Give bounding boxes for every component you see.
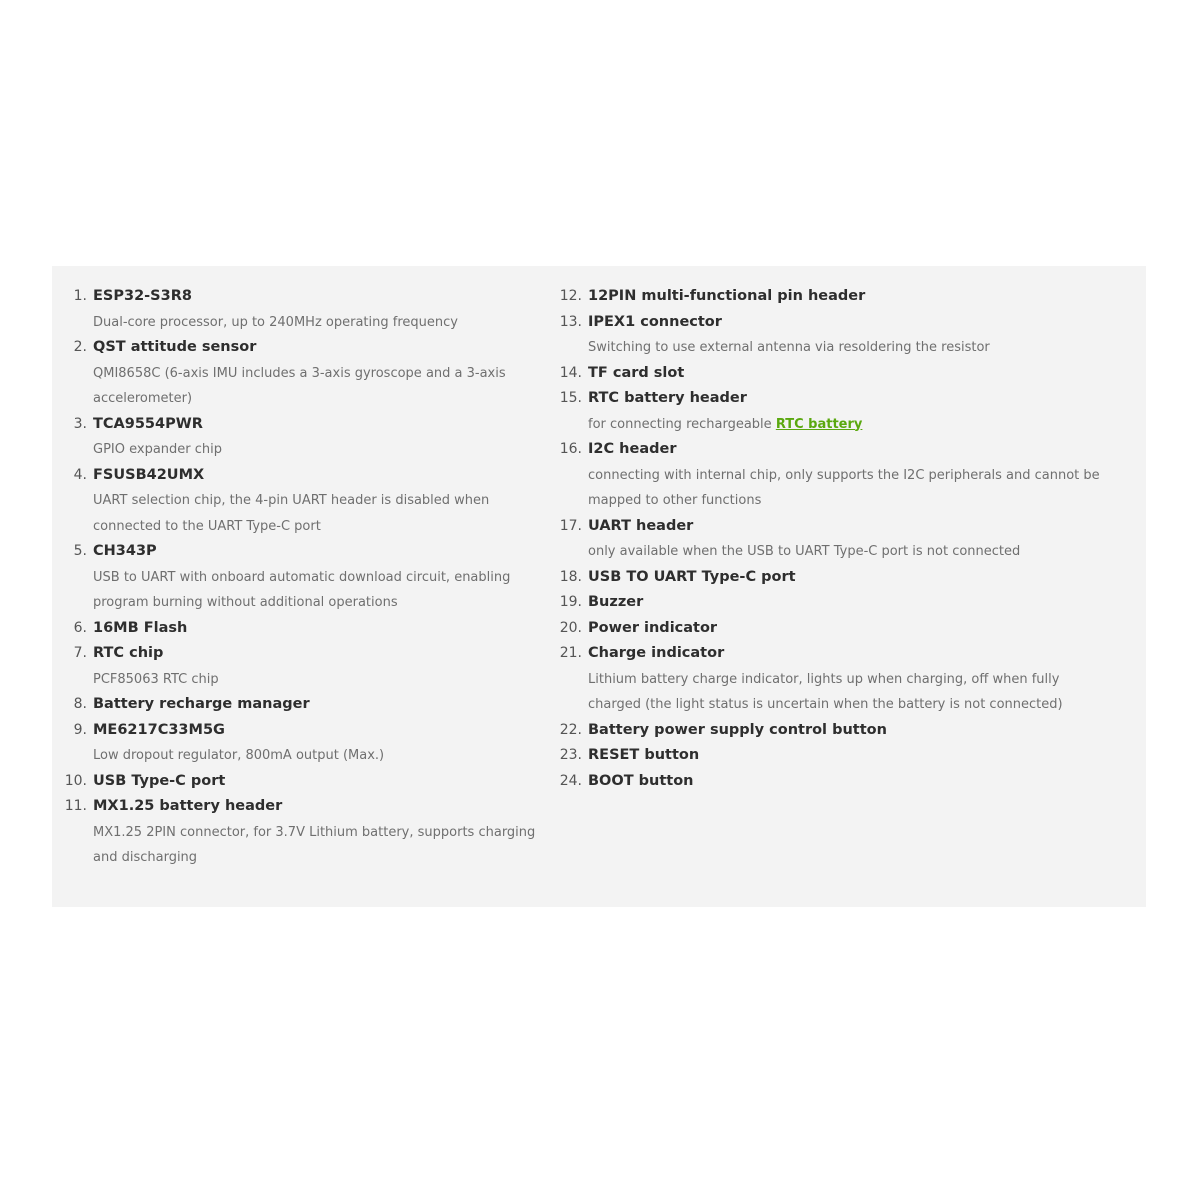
- item-title: ESP32-S3R8: [93, 288, 192, 304]
- list-item: [547, 565, 1107, 591]
- item-title: TCA9554PWR: [93, 415, 203, 432]
- item-title: MX1.25 battery header: [93, 798, 283, 814]
- item-number: 23.: [559, 747, 582, 763]
- list-item: [52, 641, 552, 692]
- list-item: [52, 335, 552, 412]
- list-item: [547, 386, 1107, 437]
- item-number: 10.: [64, 772, 87, 789]
- list-item: [547, 310, 1107, 361]
- list-item: [52, 284, 552, 335]
- item-title: UART header: [588, 517, 694, 534]
- item-description: [93, 361, 552, 412]
- list-item: [52, 616, 552, 642]
- item-description-text: Lithium battery charge indicator, lights up when charging, off when fully charged (the light status is uncertain when the battery is not connected): [588, 671, 1063, 712]
- component-list-panel: [52, 266, 1146, 907]
- item-number: 8.: [73, 696, 87, 712]
- item-number: 18.: [559, 568, 582, 585]
- item-number: 14.: [559, 364, 582, 381]
- item-number: 17.: [559, 517, 582, 534]
- item-description-text: USB to UART with onboard automatic download circuit, enabling program burning without additional operations: [93, 569, 511, 610]
- list-item: [52, 692, 552, 718]
- item-description-text: for connecting rechargeable: [588, 416, 776, 432]
- item-number: 16.: [559, 441, 582, 457]
- item-title: RTC chip: [93, 645, 164, 661]
- item-description-text: PCF85063 RTC chip: [93, 671, 219, 687]
- list-item: [547, 743, 1107, 769]
- item-title: CH343P: [93, 543, 157, 559]
- list-item: [547, 590, 1107, 616]
- item-description-text: Dual-core processor, up to 240MHz operating frequency: [93, 314, 458, 330]
- item-number: 3.: [73, 415, 87, 432]
- list-item: [547, 361, 1107, 387]
- list-item: [547, 284, 1107, 310]
- item-title: RTC battery header: [588, 390, 747, 406]
- list-item: [52, 463, 552, 540]
- item-title: BOOT button: [588, 772, 694, 789]
- item-number: 9.: [73, 721, 87, 738]
- list-item: [52, 539, 552, 616]
- item-title: FSUSB42UMX: [93, 466, 205, 483]
- item-title: Buzzer: [588, 594, 644, 610]
- item-description-text: MX1.25 2PIN connector, for 3.7V Lithium battery, supports charging and discharging: [93, 824, 536, 865]
- item-description: [93, 743, 552, 769]
- item-title: I2C header: [588, 441, 677, 457]
- item-number: 1.: [73, 288, 87, 304]
- item-title: 12PIN multi-functional pin header: [588, 288, 866, 304]
- item-title: IPEX1 connector: [588, 313, 722, 330]
- item-description: [93, 820, 552, 871]
- item-description: [93, 565, 552, 616]
- item-title: RESET button: [588, 747, 700, 763]
- item-number: 4.: [73, 466, 87, 483]
- item-number: 15.: [559, 390, 582, 406]
- item-number: 21.: [559, 645, 582, 661]
- item-description-text: connecting with internal chip, only supports the I2C peripherals and cannot be mapped to other functions: [588, 467, 1100, 508]
- item-title: Battery power supply control button: [588, 721, 887, 738]
- item-number: 24.: [559, 772, 582, 789]
- list-item: [52, 412, 552, 463]
- item-number: 7.: [73, 645, 87, 661]
- item-description: [93, 437, 552, 463]
- item-title: USB TO UART Type-C port: [588, 568, 796, 585]
- list-item: [547, 641, 1107, 718]
- list-item: [547, 718, 1107, 744]
- item-description: [93, 310, 552, 336]
- item-number: 19.: [559, 594, 582, 610]
- list-item: [547, 437, 1107, 514]
- item-number: 6.: [73, 619, 87, 636]
- item-description: [588, 412, 1107, 438]
- item-title: Battery recharge manager: [93, 696, 310, 712]
- item-number: 5.: [73, 543, 87, 559]
- item-description-text: UART selection chip, the 4-pin UART header is disabled when connected to the UART Type-C port: [93, 493, 490, 534]
- item-description: [93, 667, 552, 693]
- item-number: 22.: [559, 721, 582, 738]
- item-description-text: Switching to use external antenna via resoldering the resistor: [588, 340, 990, 355]
- item-description-text: Low dropout regulator, 800mA output (Max.): [93, 748, 385, 763]
- item-title: Power indicator: [588, 619, 718, 636]
- rtc-battery-link[interactable]: RTC battery: [775, 416, 863, 432]
- item-number: 13.: [559, 313, 582, 330]
- list-item: [52, 718, 552, 769]
- item-description-text: only available when the USB to UART Type-C port is not connected: [588, 544, 1021, 559]
- item-title: Charge indicator: [588, 645, 725, 661]
- item-description: [588, 667, 1107, 718]
- list-item: [547, 769, 1107, 795]
- item-number: 20.: [559, 619, 582, 636]
- item-title: ME6217C33M5G: [93, 721, 225, 738]
- item-number: 11.: [64, 798, 87, 814]
- item-number: 12.: [559, 288, 582, 304]
- list-item: [547, 616, 1107, 642]
- item-title: 16MB Flash: [93, 619, 188, 636]
- item-description: [588, 539, 1107, 565]
- item-description-text: GPIO expander chip: [93, 442, 223, 457]
- list-item: [52, 794, 552, 871]
- item-description-text: QMI8658C (6-axis IMU includes a 3-axis gyroscope and a 3-axis accelerometer): [93, 365, 506, 406]
- item-title: USB Type-C port: [93, 772, 226, 789]
- item-description: [588, 463, 1107, 514]
- item-title: QST attitude sensor: [93, 339, 257, 355]
- item-number: 2.: [73, 339, 87, 355]
- item-description: [588, 335, 1107, 361]
- list-item: [547, 514, 1107, 565]
- component-list-right: [547, 284, 1107, 794]
- list-item: [52, 769, 552, 795]
- component-list-left: [52, 284, 552, 871]
- item-description: [93, 488, 552, 539]
- item-title: TF card slot: [588, 364, 685, 381]
